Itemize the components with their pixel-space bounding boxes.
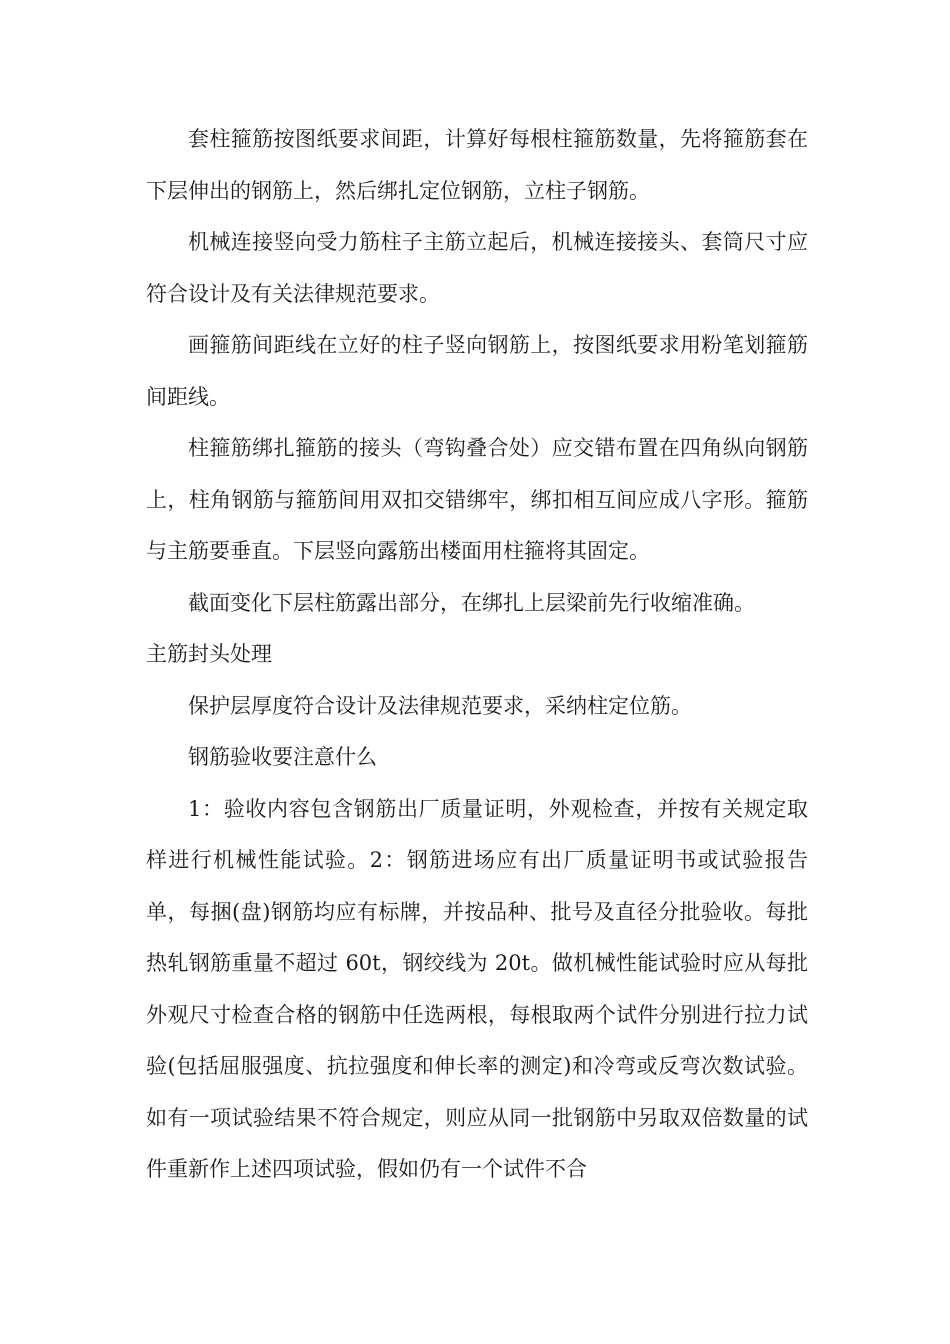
section-heading-acceptance: 钢筋验收要注意什么	[188, 745, 377, 769]
paragraph-cover-thickness: 保护层厚度符合设计及法律规范要求，采纳柱定位筋。	[188, 693, 692, 718]
paragraph-stirrup-spacing-lines: 画箍筋间距线在立好的柱子竖向钢筋上，按图纸要求用粉笔划箍筋间距线。	[146, 333, 808, 409]
paragraph-acceptance-details: 1：验收内容包含钢筋出厂质量证明，外观检查，并按有关规定取样进行机械性能试验。2：钢筋进场应有出厂质量证明书或试验报告单，每捆(盘)钢筋均应有标牌，并按品种、批号及直径分批验收。每批热轧钢筋重量不超过 60t，钢绞线为 20t。做机械性能试验时应从每批外观尺寸检查合格的钢筋中任选两根，每根取两个试件分别进行拉力试验(包括屈服强度、抗拉强度和伸长率的测定)和冷弯或反弯次数试验。如有一项试验结果不符合规定，则应从同一批钢筋中另取双倍数量的试件重新作上述四项试验，假如仍有一个试件不合	[146, 796, 808, 1181]
paragraph-stirrup-binding: 柱箍筋绑扎箍筋的接头（弯钩叠合处）应交错布置在四角纵向钢筋上，柱角钢筋与箍筋间用双扣交错绑牢，绑扣相互间应成八字形。箍筋与主筋要垂直。下层竖向露筋出楼面用柱箍将其固定。	[146, 436, 808, 563]
paragraph-section-change: 截面变化下层柱筋露出部分，在绑扎上层梁前先行收缩准确。	[188, 590, 755, 615]
paragraph-mechanical-connection: 机械连接竖向受力筋柱子主筋立起后，机械连接接头、套筒尺寸应符合设计及有关法律规范要求。	[146, 230, 808, 306]
paragraph-stirrup-sleeving: 套柱箍筋按图纸要求间距，计算好每根柱箍筋数量，先将箍筋套在下层伸出的钢筋上，然后绑扎定位钢筋，立柱子钢筋。	[146, 127, 808, 203]
document-body	[146, 114, 808, 1196]
paragraph-main-bar-end: 主筋封头处理	[146, 642, 272, 666]
